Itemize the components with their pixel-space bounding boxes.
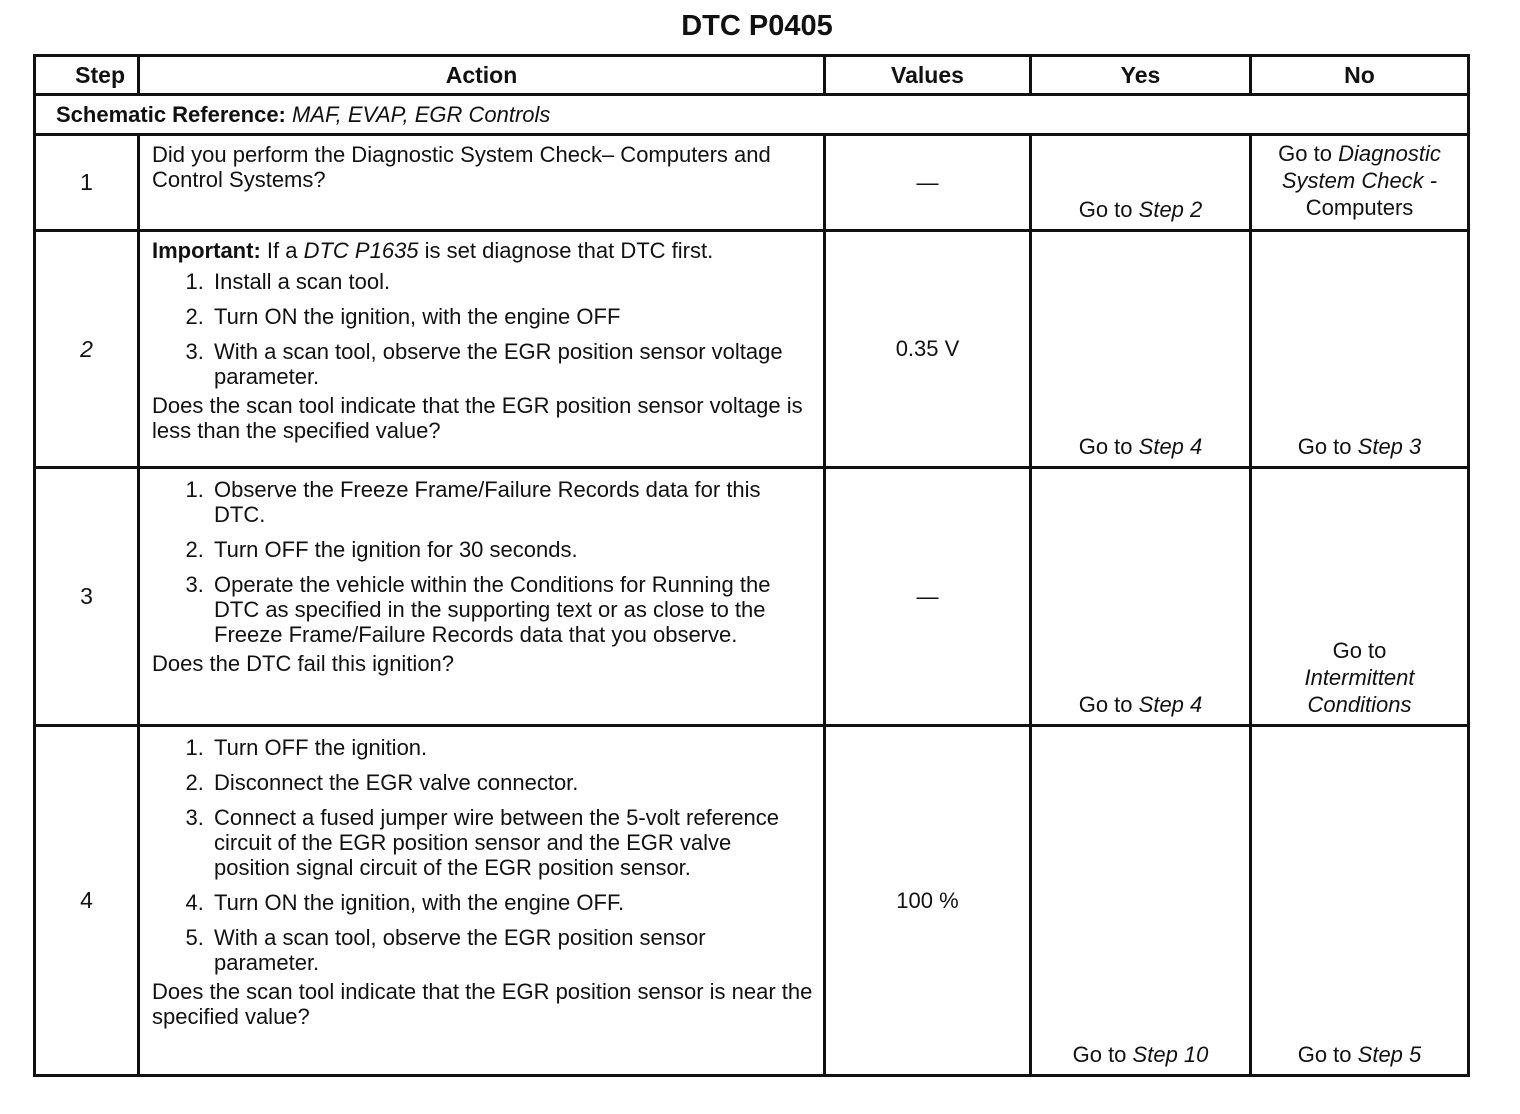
list-item: 2. Turn ON the ignition, with the engine OFF [210, 304, 813, 329]
instruction-list [152, 735, 813, 975]
list-item: 3. With a scan tool, observe the EGR position sensor voltage parameter. [210, 339, 813, 389]
table-row-step-1 [35, 135, 1469, 231]
instruction-list [152, 269, 813, 389]
schematic-row [35, 95, 1469, 135]
list-item: 3. Connect a fused jumper wire between the 5-volt reference circuit of the EGR position sensor and the EGR valve position signal circuit of the EGR position sensor. [210, 805, 813, 880]
table-row-step-3 [35, 468, 1469, 726]
header-step: Step [35, 56, 139, 95]
header-action: Action [139, 56, 825, 95]
dtc-link[interactable]: DTC P1635 [303, 238, 419, 263]
question-text: Does the DTC fail this ignition? [152, 651, 455, 676]
schematic-reference [35, 95, 1469, 135]
action-cell [139, 468, 825, 726]
yes-link[interactable]: Step 10 [1132, 1042, 1209, 1067]
yes-link[interactable]: Step 4 [1138, 692, 1203, 717]
header-values: Values [825, 56, 1031, 95]
no-prefix: Go to [1297, 1042, 1352, 1067]
yes-prefix: Go to [1078, 197, 1133, 222]
important-text: If a [266, 238, 298, 263]
list-item: 5. With a scan tool, observe the EGR position sensor parameter. [210, 925, 813, 975]
step-number: 1 [35, 135, 139, 231]
list-item: 3. Operate the vehicle within the Conditions for Running the DTC as specified in the supporting text or as close to the Freeze Frame/Failure Records data that you observe. [210, 572, 813, 647]
important-text: is set diagnose that DTC first. [424, 238, 714, 263]
yes-prefix: Go to [1078, 434, 1133, 459]
no-link[interactable]: Intermittent Conditions [1304, 665, 1415, 717]
diagnostic-table [33, 54, 1470, 1077]
no-link[interactable]: Step 5 [1357, 1042, 1422, 1067]
no-suffix: Computers [1305, 195, 1414, 220]
yes-cell [1031, 468, 1251, 726]
yes-cell [1031, 726, 1251, 1076]
step-number: 2 [35, 231, 139, 468]
no-link[interactable]: Step 3 [1357, 434, 1422, 459]
action-cell [139, 231, 825, 468]
action-cell [139, 135, 825, 231]
table-row-step-4 [35, 726, 1469, 1076]
value-cell: — [825, 468, 1031, 726]
list-item: 4. Turn ON the ignition, with the engine OFF. [210, 890, 813, 915]
yes-cell [1031, 231, 1251, 468]
list-item: 1. Turn OFF the ignition. [210, 735, 813, 760]
no-cell [1251, 135, 1469, 231]
list-item: 2. Disconnect the EGR valve connector. [210, 770, 813, 795]
step-number: 3 [35, 468, 139, 726]
question-text: Does the scan tool indicate that the EGR position sensor is near the specified value? [152, 979, 813, 1029]
value-cell: 0.35 V [825, 231, 1031, 468]
table-row-step-2 [35, 231, 1469, 468]
yes-prefix: Go to [1078, 692, 1133, 717]
no-cell [1251, 231, 1469, 468]
yes-link[interactable]: Step 4 [1138, 434, 1203, 459]
no-cell [1251, 726, 1469, 1076]
value-cell: — [825, 135, 1031, 231]
action-text: Did you perform the Diagnostic System Check– Computers and Control Systems? [152, 142, 771, 192]
no-prefix: Go to [1297, 434, 1352, 459]
yes-cell [1031, 135, 1251, 231]
no-link[interactable]: Diagnostic System Check - [1281, 141, 1441, 193]
yes-link[interactable]: Step 2 [1138, 197, 1203, 222]
list-item: 1. Observe the Freeze Frame/Failure Records data for this DTC. [210, 477, 813, 527]
header-row [35, 56, 1469, 95]
no-prefix: Go to [1332, 638, 1387, 663]
no-cell [1251, 468, 1469, 726]
yes-prefix: Go to [1072, 1042, 1127, 1067]
schematic-value: MAF, EVAP, EGR Controls [292, 101, 551, 127]
important-label: Important: [152, 238, 261, 263]
header-yes: Yes [1031, 56, 1251, 95]
step-number: 4 [35, 726, 139, 1076]
list-item: 1. Install a scan tool. [210, 269, 813, 294]
question-text: Does the scan tool indicate that the EGR position sensor voltage is less than the specified value? [152, 393, 803, 443]
page-title: DTC P0405 [681, 10, 833, 42]
instruction-list [152, 477, 813, 647]
list-item: 2. Turn OFF the ignition for 30 seconds. [210, 537, 813, 562]
schematic-label: Schematic Reference: [56, 101, 286, 127]
header-no: No [1251, 56, 1469, 95]
value-cell: 100 % [825, 726, 1031, 1076]
no-prefix: Go to [1278, 141, 1332, 166]
action-cell [139, 726, 825, 1076]
important-note [152, 238, 813, 263]
